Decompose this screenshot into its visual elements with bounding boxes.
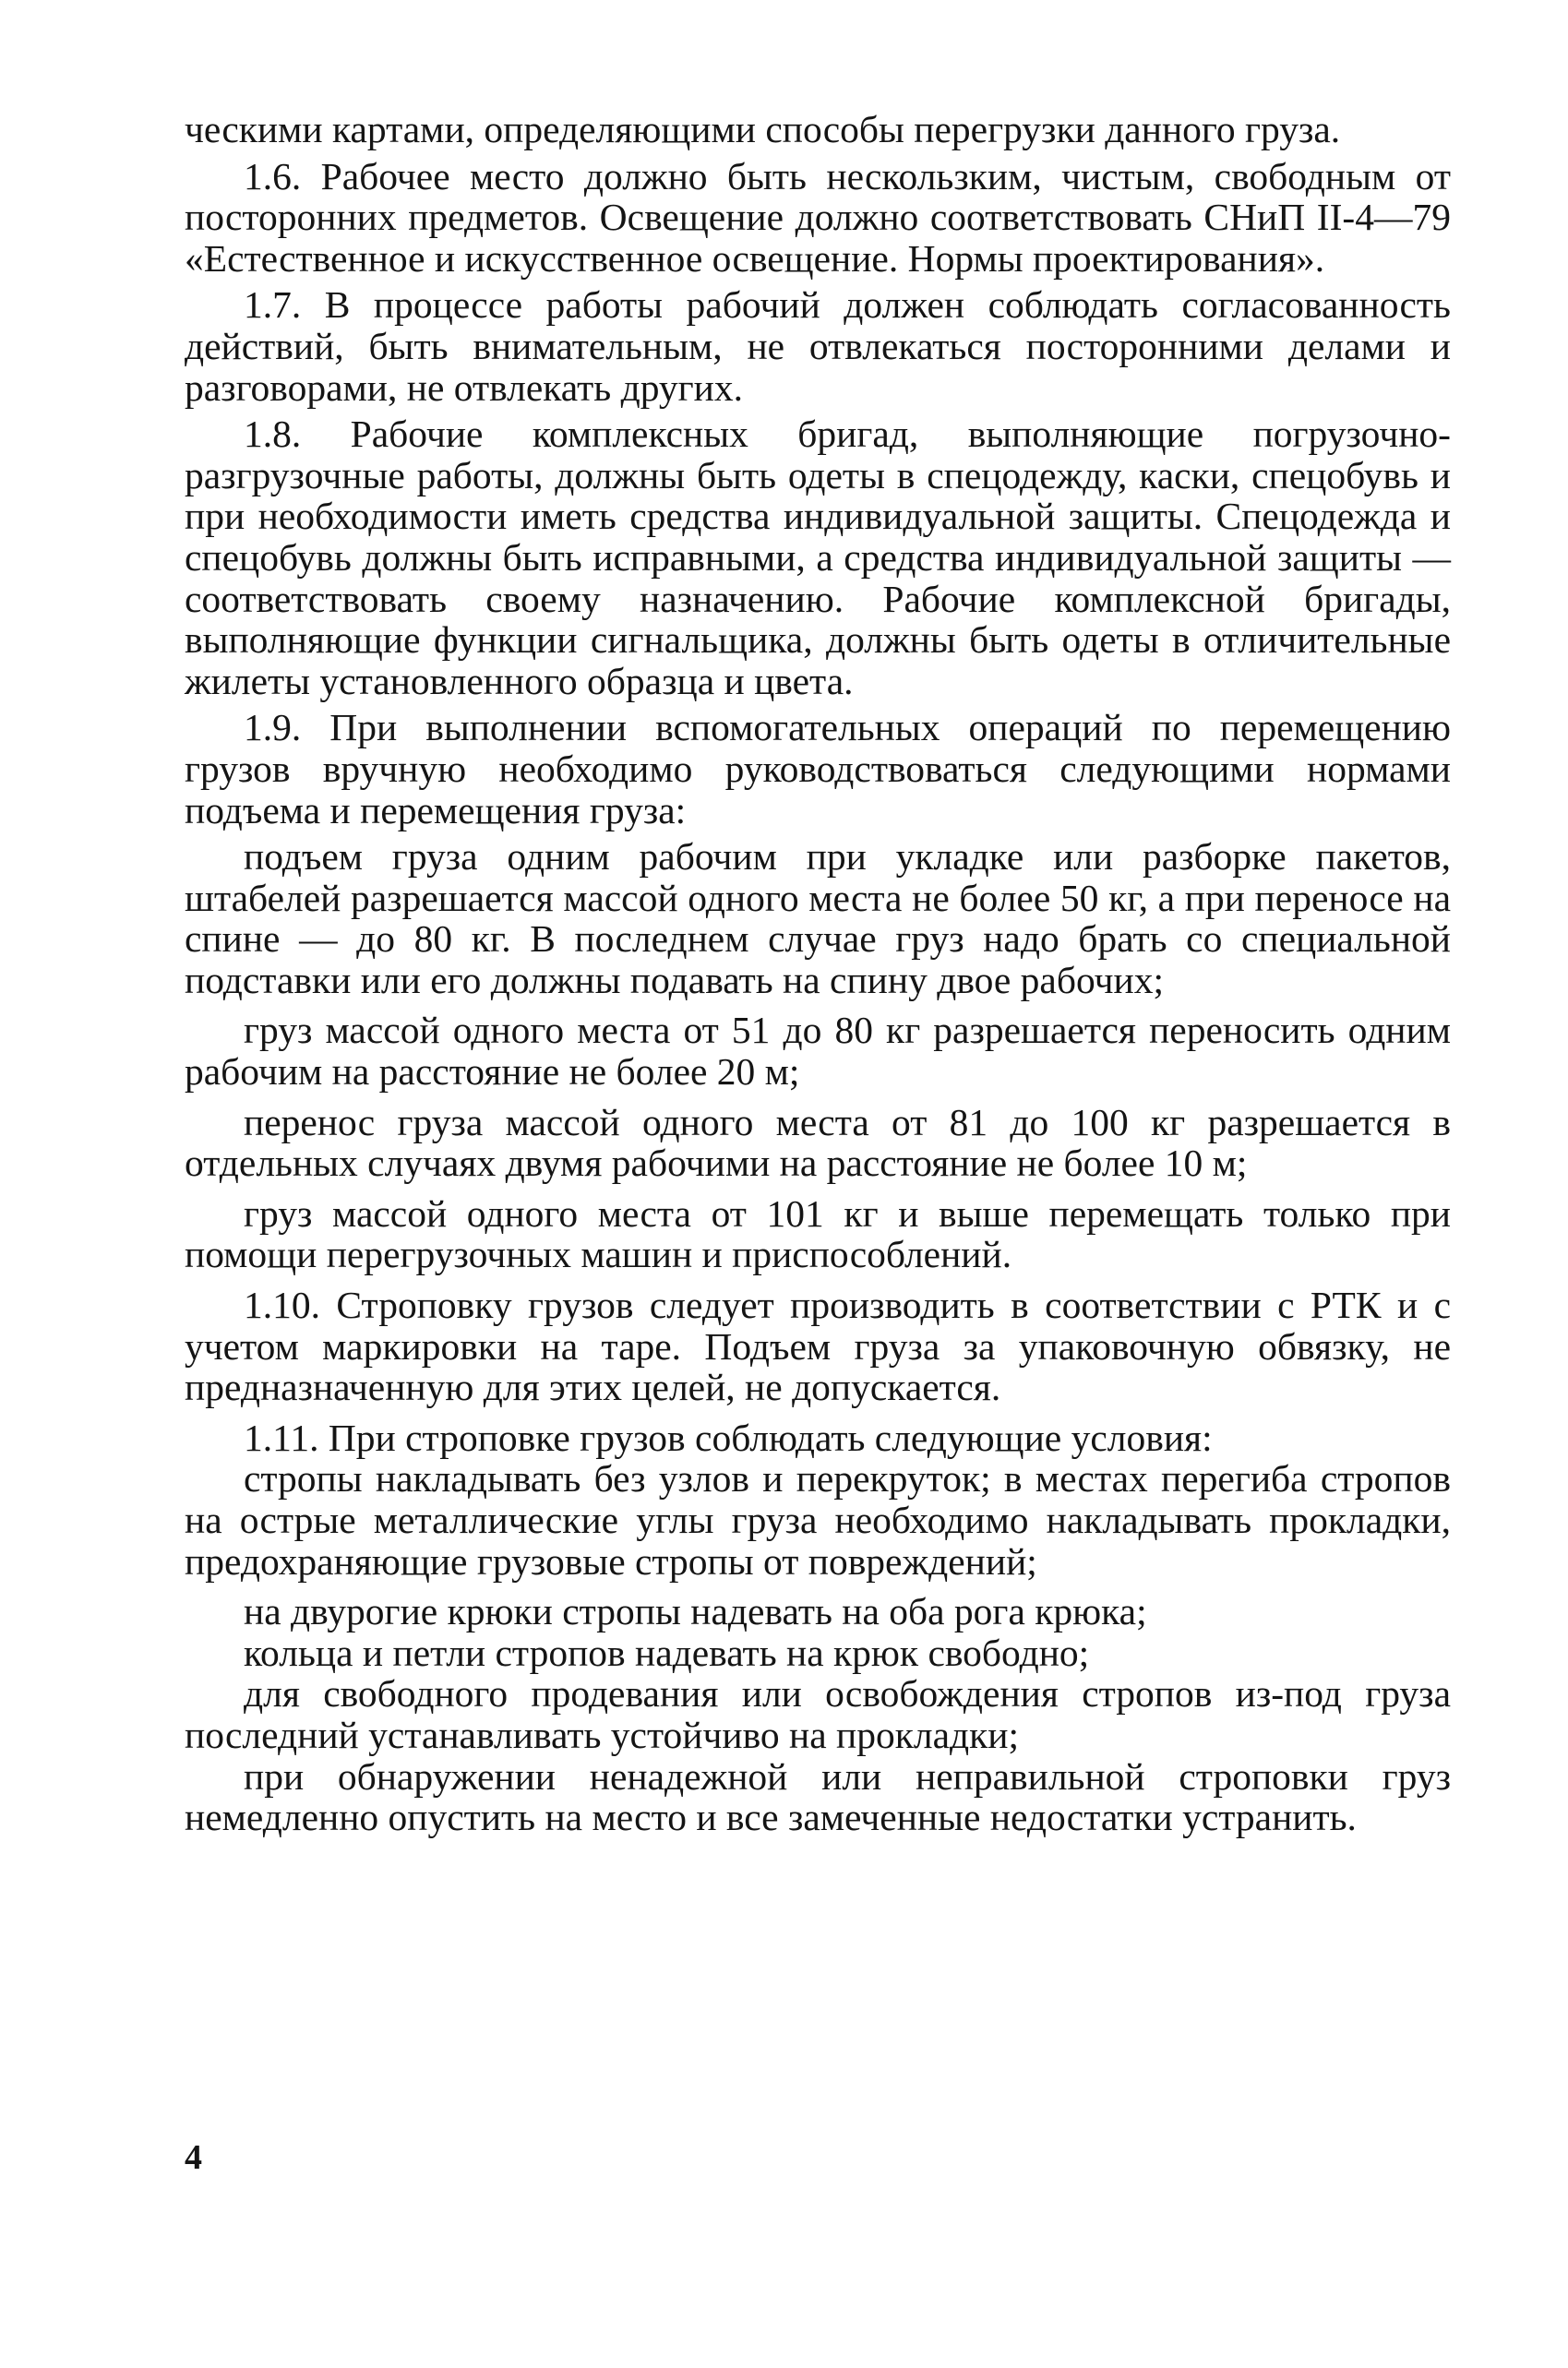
page-number: 4 bbox=[185, 2138, 202, 2177]
list-item-free-threading: для свободного продевания или освобождения стропов из-под груза последний устанавливать устойчиво на прокладки; bbox=[185, 1672, 1451, 1756]
list-item-double-hooks: на двурогие крюки стропы надевать на оба рога крюка; bbox=[244, 1590, 1147, 1633]
paragraph-1-11: 1.11. При строповке грузов соблюдать следующие условия: bbox=[244, 1416, 1213, 1459]
paragraph-1-8: 1.8. Рабочие комплексных бригад, выполняющие погрузочно-разгрузочные работы, должны быть одеты в спецодежду, каски, спецобувь и при необходимости иметь средства индивидуальной защиты. Спецодежда и спецобувь должны быть исправными, а средства индивидуальной защиты — соответствовать своему назначению. Рабочие комплексной бригады, выполняющие функции сигнальщика, должны быть одеты в отличительные жилеты установленного образца и цвета. bbox=[185, 413, 1451, 702]
paragraph-1-9: 1.9. При выполнении вспомогательных операций по перемещению грузов вручную необходимо руководствоваться следующими нормами подъема и перемещения груза: bbox=[185, 706, 1451, 831]
paragraph-1-7: 1.7. В процессе работы рабочий должен соблюдать согласованность действий, быть внимательным, не отвлекаться посторонними делами и разговорами, не отвлекать других. bbox=[185, 283, 1451, 409]
paragraph-1-6: 1.6. Рабочее место должно быть нескользким, чистым, свободным от посторонних предметов. Освещение должно соответствовать СНиП II-4—79 «Естественное и искусственное освещение. Нормы проектирования». bbox=[185, 154, 1451, 280]
list-item-lifting-norm: подъем груза одним рабочим при укладке или разборке пакетов, штабелей разрешается массой одного места не более 50 кг, а при переносе на спине — до 80 кг. В последнем случае груз надо брать со специальной подставки или его должны подавать на спину двое рабочих; bbox=[185, 835, 1451, 1001]
page-body bbox=[185, 109, 1451, 1838]
list-item-51-80kg: груз массой одного места от 51 до 80 кг разрешается переносить одним рабочим на расстояние не более 20 м; bbox=[185, 1009, 1451, 1094]
list-item-slings-no-knots: стропы накладывать без узлов и перекруток; в местах перегиба стропов на острые металлические углы груза необходимо накладывать прокладки, предохраняющие грузовые стропы от повреждений; bbox=[185, 1457, 1451, 1583]
paragraph-continuation: ческими картами, определяющими способы перегрузки данного груза. bbox=[185, 108, 1341, 150]
paragraph-1-10: 1.10. Строповку грузов следует производить в соответствии с РТК и с учетом маркировки на таре. Подъем груза за упаковочную обвязку, не предназначенную для этих целей, не допускается. bbox=[185, 1284, 1451, 1409]
list-item-rings-loops: кольца и петли стропов надевать на крюк свободно; bbox=[244, 1631, 1090, 1674]
list-item-101kg: груз массой одного места от 101 кг и выше перемещать только при помощи перегрузочных машин и приспособлений. bbox=[185, 1191, 1451, 1276]
list-item-81-100kg: перенос груза массой одного места от 81 до 100 кг разрешается в отдельных случаях двумя рабочими на расстояние не более 10 м; bbox=[185, 1100, 1451, 1185]
list-item-unreliable-slinging: при обнаружении ненадежной или неправильной строповки груз немедленно опустить на место и все замеченные недостатки устранить. bbox=[185, 1754, 1451, 1839]
